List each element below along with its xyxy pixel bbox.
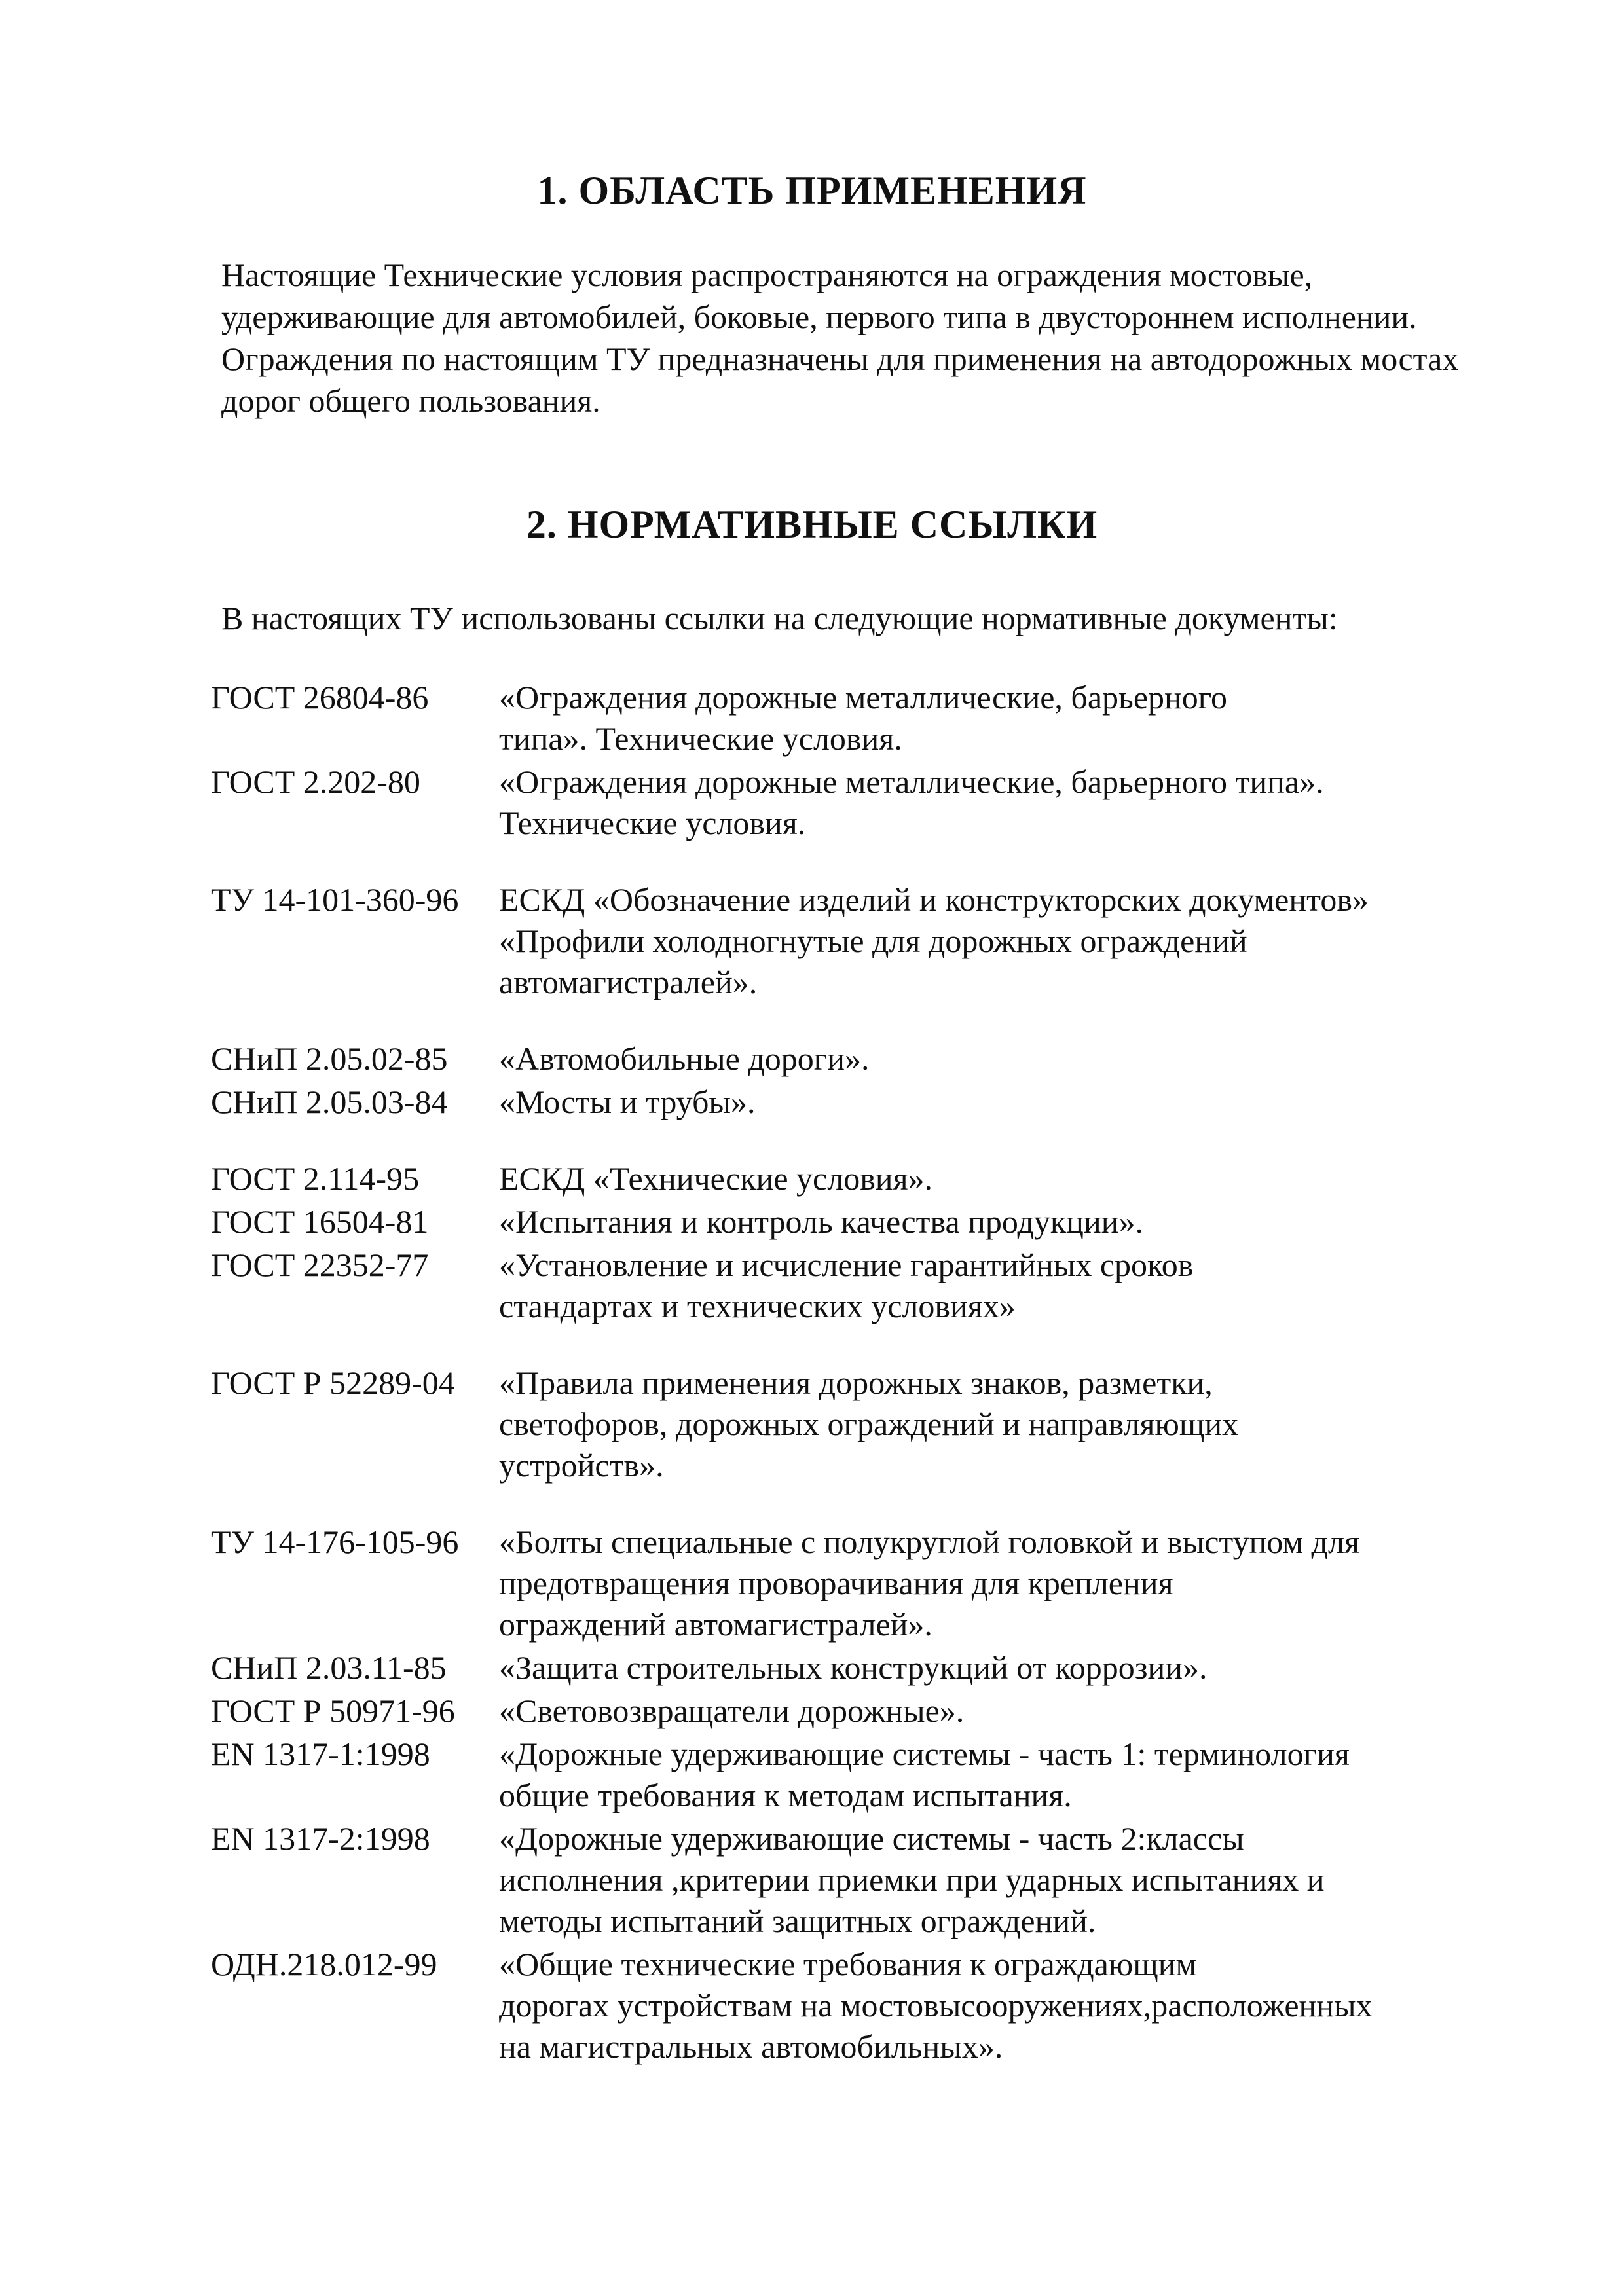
section-1-heading: 1. ОБЛАСТЬ ПРИМЕНЕНИЯ — [537, 169, 1087, 212]
reference-code: ГОСТ 2.114-95 — [211, 1160, 420, 1197]
reference-item — [211, 1944, 1462, 2068]
reference-code: СНиП 2.05.02-85 — [211, 1040, 448, 1077]
scope-paragraph: Настоящие Технические условия распространяются на ограждения мостовые, удерживающие для автомобилей, боковые, первого типа в двустороннем исполнении. Ограждения по настоящим ТУ предназначены для применения на автодорожных мостах дорог общего пользования. — [221, 257, 1459, 419]
reference-item — [211, 1818, 1462, 1942]
reference-code: EN 1317-1:1998 — [211, 1736, 430, 1772]
reference-item — [211, 1362, 1462, 1486]
reference-title: «Автомобильные дороги». — [499, 1040, 870, 1077]
reference-code: ГОСТ 2.202-80 — [211, 763, 420, 800]
reference-code: ГОСТ 16504-81 — [211, 1203, 429, 1240]
reference-code: ГОСТ Р 50971-96 — [211, 1692, 455, 1729]
reference-item — [211, 1201, 1462, 1243]
reference-code: СНиП 2.05.03-84 — [211, 1084, 448, 1120]
reference-title: «Правила применения дорожных знаков, разметки, светофоров, дорожных ограждений и направляющих устройств». — [499, 1364, 1239, 1484]
reference-title: «Испытания и контроль качества продукции». — [499, 1203, 1143, 1240]
reference-title: «Ограждения дорожные металлические, барьерного типа». Технические условия. — [499, 679, 1228, 757]
reference-title: «Общие технические требования к ограждающим дорогах устройствам на мостовысооружениях,расположенных на магистральных автомобильных». — [499, 1946, 1373, 2065]
reference-item — [211, 1647, 1462, 1688]
reference-title: «Мосты и трубы». — [499, 1084, 756, 1120]
reference-title: «Защита строительных конструкций от коррозии». — [499, 1649, 1208, 1686]
reference-item — [211, 879, 1462, 1003]
reference-item — [211, 761, 1462, 844]
reference-code: ГОСТ Р 52289-04 — [211, 1364, 455, 1401]
reference-item — [211, 1082, 1462, 1123]
reference-title: «Ограждения дорожные металлические, барьерного типа». Технические условия. — [499, 763, 1324, 841]
reference-code: ТУ 14-101-360-96 — [211, 881, 459, 918]
reference-code: ОДН.218.012-99 — [211, 1946, 437, 1982]
reference-item — [211, 1522, 1462, 1645]
references-intro: В настоящих ТУ использованы ссылки на следующие нормативные документы: — [221, 600, 1338, 636]
reference-title: ЕСКД «Обозначение изделий и конструкторских документов» «Профили холодногнутые для дорожных ограждений автомагистралей». — [499, 881, 1369, 1000]
section-2-heading: 2. НОРМАТИВНЫЕ ССЫЛКИ — [526, 503, 1098, 546]
reference-title: «Дорожные удерживающие системы - часть 2:классы исполнения ,критерии приемки при ударных испытаниях и методы испытаний защитных ограждений. — [499, 1820, 1325, 1939]
reference-item — [211, 677, 1462, 759]
reference-title: «Дорожные удерживающие системы - часть 1: терминология общие требования к методам испытания. — [499, 1736, 1350, 1813]
reference-code: ГОСТ 22352-77 — [211, 1247, 429, 1283]
reference-title: «Болты специальные с полукруглой головкой и выступом для предотвращения проворачивания для крепления ограждений автомагистралей». — [499, 1523, 1359, 1643]
reference-item — [211, 1690, 1462, 1732]
reference-code: СНиП 2.03.11-85 — [211, 1649, 447, 1686]
reference-code: ГОСТ 26804-86 — [211, 679, 429, 716]
reference-item — [211, 1245, 1462, 1327]
reference-title: «Установление и исчисление гарантийных сроков стандартах и технических условиях» — [499, 1247, 1194, 1324]
reference-title: ЕСКД «Технические условия». — [499, 1160, 933, 1197]
reference-code: EN 1317-2:1998 — [211, 1820, 430, 1857]
reference-item — [211, 1038, 1462, 1080]
reference-code: ТУ 14-176-105-96 — [211, 1523, 459, 1560]
references-list — [211, 677, 1462, 2069]
reference-title: «Световозвращатели дорожные». — [499, 1692, 965, 1729]
reference-item — [211, 1734, 1462, 1816]
reference-item — [211, 1158, 1462, 1199]
